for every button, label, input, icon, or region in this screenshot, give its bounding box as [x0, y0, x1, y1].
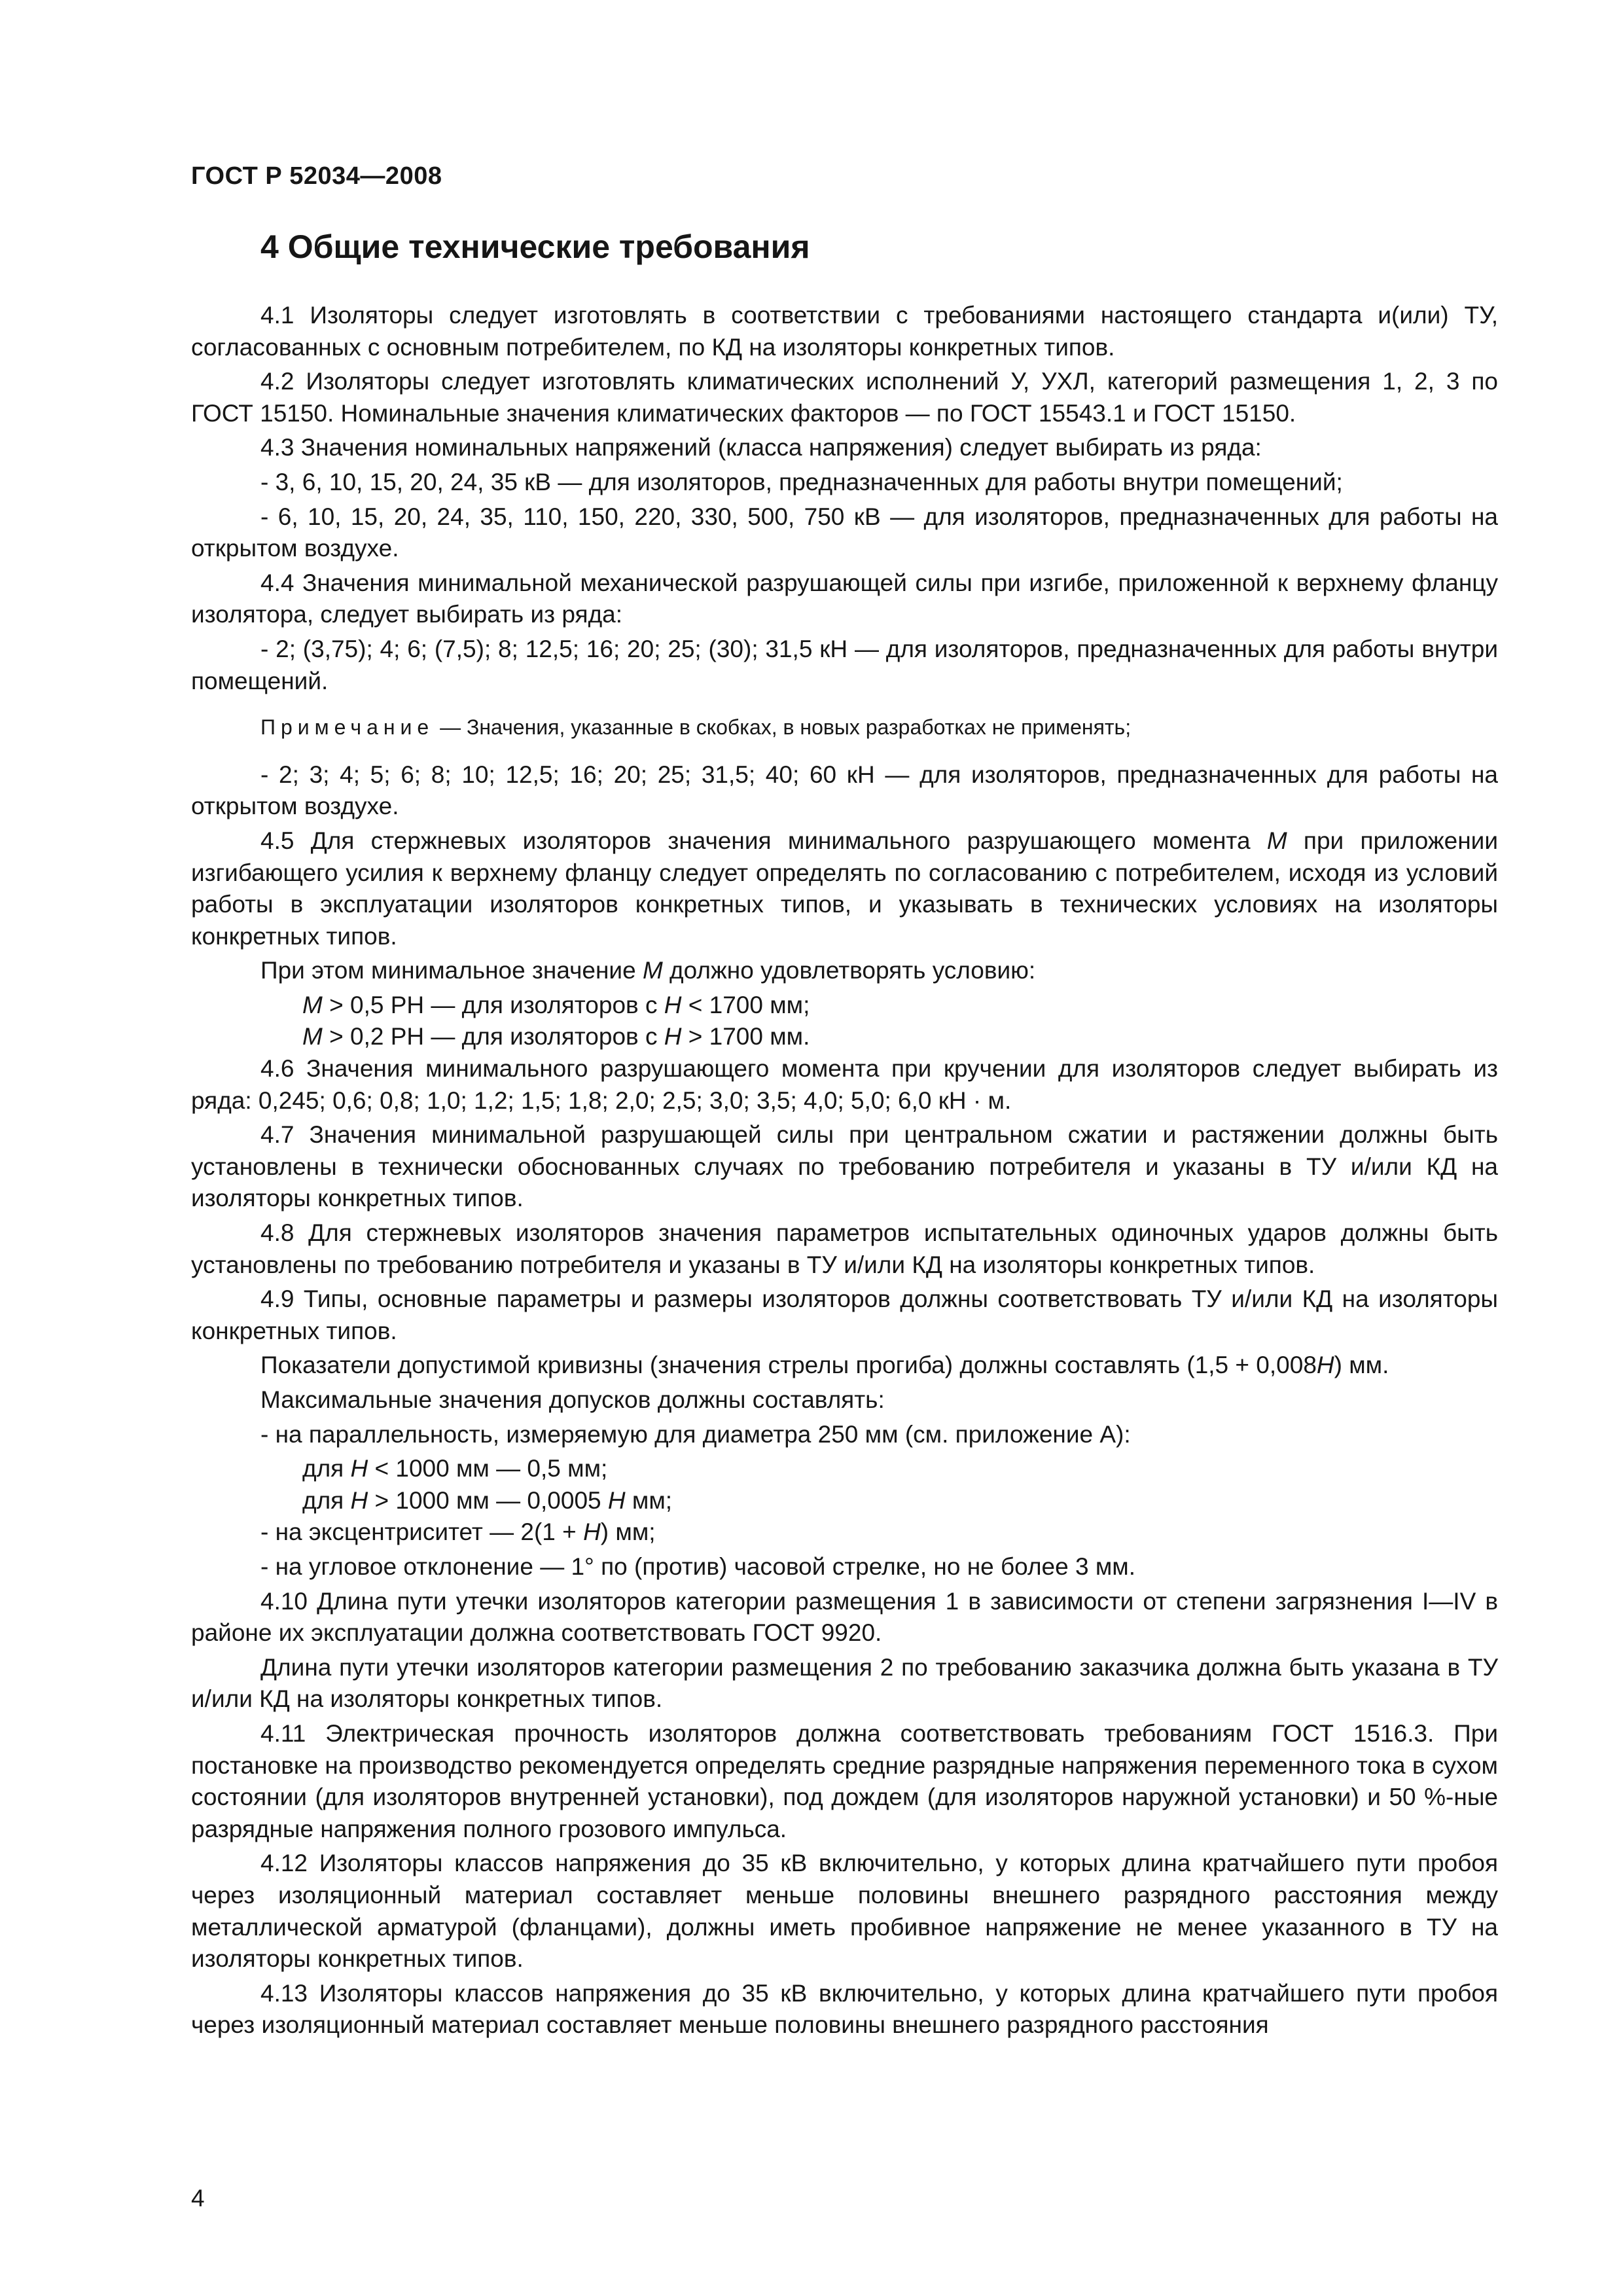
section-title: 4 Общие технические требования: [260, 228, 810, 265]
paragraph-4-11: 4.11 Электрическая прочность изоляторов должна соответствовать требованиям ГОСТ 1516.3. При постановке на производство рекомендуется определять средние разрядные напряжения переменного тока в сухом состоянии (для изоляторов внутренней установки), под дождем (для изоляторов наружной установки) и 50 %-ные разрядные напряжения полного грозового импульса.: [191, 1719, 1498, 1842]
text-run: > 1700 мм.: [681, 1023, 810, 1050]
note: [191, 711, 1498, 744]
paragraph-4-9: 4.9 Типы, основные параметры и размеры изоляторов должны соответствовать ТУ и/или КД на изоляторы конкретных типов.: [191, 1285, 1498, 1344]
paragraph-4-10: 4.10 Длина пути утечки изоляторов категории размещения 1 в зависимости от степени загрязнения I—IV в районе их эксплуатации должна соответствовать ГОСТ 9920.: [191, 1587, 1498, 1647]
paragraph-4-4: 4.4 Значения минимальной механической разрушающей силы при изгибе, приложенной к верхнему фланцу изолятора, следует выбирать из ряда:: [191, 569, 1498, 628]
symbol-h: Н: [350, 1486, 368, 1514]
paragraph-4-3: 4.3 Значения номинальных напряжений (класса напряжения) следует выбирать из ряда:: [260, 434, 1262, 461]
paragraph-4-10-b: Длина пути утечки изоляторов категории размещения 2 по требованию заказчика должна быть указана в ТУ и/или КД на изоляторы конкретных типов.: [191, 1653, 1498, 1713]
note-text: — Значения, указанные в скобках, в новых разработках не применять;: [434, 715, 1132, 740]
text-run: при приложении изгибающего усилия к верхнему фланцу следует определять по согласованию с потребителем, исходя из условий работы в эксплуатации изоляторов конкретных типов, и указывать в технических условиях на изоляторы конкретных типов.: [191, 827, 1499, 950]
list-item: - на параллельность, измеряемую для диаметра 250 мм (см. приложение А):: [260, 1420, 1131, 1448]
paragraph-4-5-condition: [191, 955, 1498, 987]
symbol-h: Н: [664, 1023, 682, 1050]
symbol-m: М: [642, 957, 663, 984]
symbol-h: Н: [664, 991, 682, 1018]
text-run: 4.5 Для стержневых изоляторов значения минимального разрушающего момента: [260, 827, 1267, 854]
symbol-h: Н: [1316, 1352, 1334, 1379]
text-run: для: [302, 1486, 351, 1514]
page-number: 4: [191, 2185, 205, 2212]
text-run: < 1000 мм — 0,5 мм;: [368, 1455, 608, 1482]
note-label: Примечание: [260, 715, 435, 740]
paragraph-4-13: 4.13 Изоляторы классов напряжения до 35 кВ включительно, у которых длина кратчайшего пути пробоя через изоляционный материал составляет меньше половины внешнего разрядного расстояния: [191, 1979, 1498, 2039]
paragraph-4-1: 4.1 Изоляторы следует изготовлять в соответствии с требованиями настоящего стандарта и(или) ТУ, согласованных с основным потребителем, по КД на изоляторы конкретных типов.: [191, 302, 1498, 361]
text-run: < 1700 мм;: [681, 991, 810, 1018]
text-run: При этом минимальное значение: [260, 957, 643, 984]
paragraph-4-9-tolerances: Максимальные значения допусков должны составлять:: [260, 1386, 885, 1413]
list-item: - 3, 6, 10, 15, 20, 24, 35 кВ — для изоляторов, предназначенных для работы внутри помещений;: [260, 468, 1343, 495]
paragraph-4-12: 4.12 Изоляторы классов напряжения до 35 кВ включительно, у которых длина кратчайшего пути пробоя через изоляционный материал составляет меньше половины внешнего разрядного расстояния между металлической арматурой (фланцами), должны иметь пробивное напряжение не менее указанного в ТУ на изоляторы конкретных типов.: [191, 1850, 1498, 1973]
paragraph-4-2: 4.2 Изоляторы следует изготовлять климатических исполнений У, УХЛ, категорий размещения 1, 2, 3 по ГОСТ 15150. Номинальные значения климатических факторов — по ГОСТ 15543.1 и ГОСТ 15150.: [191, 368, 1498, 427]
text-run: ) мм.: [1334, 1352, 1389, 1379]
list-item: [191, 1516, 1498, 1549]
text-run: должно удовлетворять условию:: [662, 957, 1036, 984]
paragraph-4-9-curvature: [191, 1350, 1498, 1382]
list-item: - на угловое отклонение — 1° по (против) часовой стрелке, но не более 3 мм.: [260, 1552, 1135, 1580]
symbol-h: Н: [607, 1486, 626, 1514]
list-item: - 2; (3,75); 4; 6; (7,5); 8; 12,5; 16; 20; 25; (30); 31,5 кН — для изоляторов, предназначенных для работы внутри помещений.: [191, 635, 1498, 694]
text-run: Показатели допустимой кривизны (значения стрелы прогиба) должны составлять (1,5 + 0,008: [260, 1352, 1317, 1379]
document-body: [191, 300, 1498, 2044]
paragraph-4-5: [191, 825, 1498, 952]
standard-header: ГОСТ Р 52034—2008: [191, 162, 442, 190]
text-run: > 0,5 РН — для изоляторов с: [322, 991, 664, 1018]
symbol-h: Н: [350, 1455, 368, 1482]
paragraph-4-6: 4.6 Значения минимального разрушающего момента при кручении для изоляторов следует выбирать из ряда: 0,245; 0,6; 0,8; 1,0; 1,2; 1,5; 1,8; 2,0; 2,5; 3,0; 3,5; 4,0; 5,0; 6,0 кН · м.: [191, 1055, 1498, 1114]
text-run: ) мм;: [600, 1518, 656, 1546]
symbol-m: М: [302, 991, 323, 1018]
text-run: мм;: [625, 1486, 673, 1514]
list-item: - 2; 3; 4; 5; 6; 8; 10; 12,5; 16; 20; 25; 31,5; 40; 60 кН — для изоляторов, предназначенных для работы на открытом воздухе.: [191, 761, 1498, 820]
symbol-h: Н: [583, 1518, 601, 1546]
text-run: > 1000 мм — 0,0005: [368, 1486, 608, 1514]
formula-line: [191, 1021, 1498, 1053]
text-run: - на эксцентриситет — 2(1 +: [260, 1518, 584, 1546]
list-item: - 6, 10, 15, 20, 24, 35, 110, 150, 220, 330, 500, 750 кВ — для изоляторов, предназначенных для работы на открытом воздухе.: [191, 503, 1498, 562]
symbol-m: М: [1266, 827, 1287, 854]
paragraph-4-8: 4.8 Для стержневых изоляторов значения параметров испытательных одиночных ударов должны быть установлены по требованию потребителя и указаны в ТУ и/или КД на изоляторы конкретных типов.: [191, 1219, 1498, 1278]
symbol-m: М: [302, 1023, 323, 1050]
formula-line: [191, 990, 1498, 1022]
text-run: > 0,2 РН — для изоляторов с: [322, 1023, 664, 1050]
paragraph-4-7: 4.7 Значения минимальной разрушающей силы при центральном сжатии и растяжении должны быть установлены в технически обоснованных случаях по требованию потребителя и указаны в ТУ и/или КД на изоляторы конкретных типов.: [191, 1121, 1498, 1212]
text-run: для: [302, 1455, 351, 1482]
formula-line: [191, 1453, 1498, 1485]
formula-line: [191, 1485, 1498, 1517]
